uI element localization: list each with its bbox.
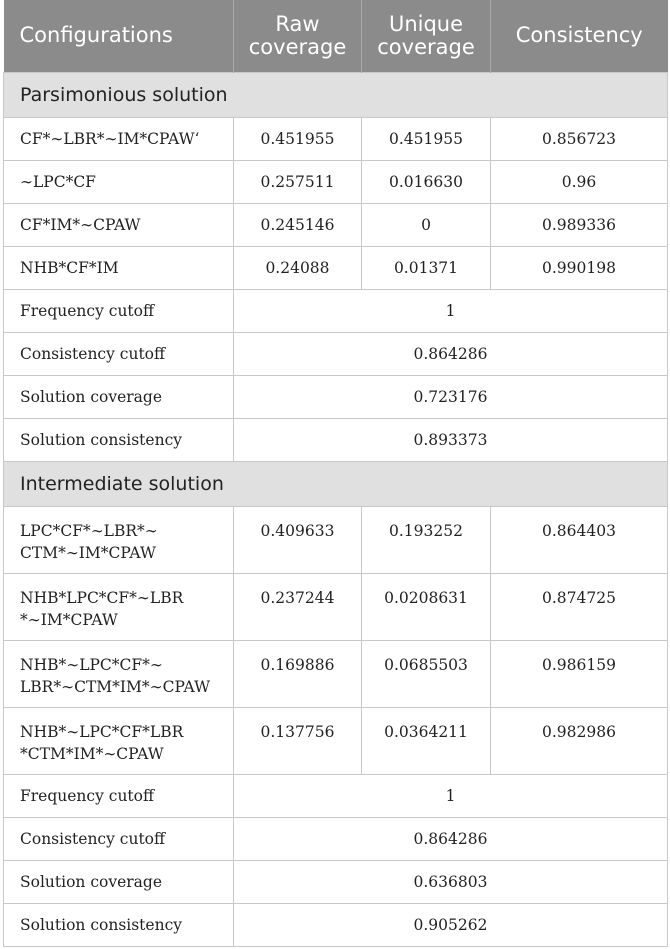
table-row xyxy=(4,506,668,573)
unique-coverage-cell: 0.0685503 xyxy=(362,640,491,707)
raw-coverage-cell: 0.137756 xyxy=(234,707,362,774)
stat-row-consistency-cutoff xyxy=(4,332,668,375)
raw-coverage-cell: 0.245146 xyxy=(234,203,362,246)
config-line: NHB*LPC*CF*∼LBR xyxy=(20,588,184,607)
raw-coverage-cell: 0.257511 xyxy=(234,160,362,203)
stat-value: 0.864286 xyxy=(234,332,668,375)
stat-label: Solution coverage xyxy=(4,375,234,418)
config-cell: ∼LPC*CF xyxy=(4,160,234,203)
config-cell xyxy=(4,506,234,573)
consistency-cell: 0.874725 xyxy=(491,573,668,640)
stat-row-solution-coverage xyxy=(4,375,668,418)
stat-value: 0.864286 xyxy=(234,817,668,860)
stat-value: 1 xyxy=(234,774,668,817)
stat-label: Solution consistency xyxy=(4,903,234,946)
stat-row-frequency-cutoff xyxy=(4,774,668,817)
unique-coverage-cell: 0.0364211 xyxy=(362,707,491,774)
config-cell xyxy=(4,573,234,640)
stat-label: Consistency cutoff xyxy=(4,332,234,375)
stat-value: 0.905262 xyxy=(234,903,668,946)
config-cell: CF*∼LBR*∼IM*CPAW‘ xyxy=(4,117,234,160)
config-line: NHB*∼LPC*CF*∼ xyxy=(20,655,163,674)
consistency-cell: 0.856723 xyxy=(491,117,668,160)
header-consistency: Consistency xyxy=(491,0,668,72)
raw-coverage-cell: 0.451955 xyxy=(234,117,362,160)
section-row-intermediate xyxy=(4,461,668,506)
consistency-cell: 0.990198 xyxy=(491,246,668,289)
table-row xyxy=(4,640,668,707)
raw-coverage-cell: 0.237244 xyxy=(234,573,362,640)
unique-coverage-cell: 0.451955 xyxy=(362,117,491,160)
stat-label: Frequency cutoff xyxy=(4,774,234,817)
stat-row-consistency-cutoff xyxy=(4,817,668,860)
stat-row-frequency-cutoff xyxy=(4,289,668,332)
stat-label: Frequency cutoff xyxy=(4,289,234,332)
header-raw-coverage: Raw coverage xyxy=(234,0,362,72)
config-cell xyxy=(4,640,234,707)
stat-value: 0.893373 xyxy=(234,418,668,461)
table-row xyxy=(4,160,668,203)
config-line: NHB*∼LPC*CF*LBR xyxy=(20,722,184,741)
config-line: LBR*∼CTM*IM*∼CPAW xyxy=(20,677,211,696)
consistency-cell: 0.989336 xyxy=(491,203,668,246)
section-row-parsimonious xyxy=(4,72,668,117)
raw-coverage-cell: 0.24088 xyxy=(234,246,362,289)
stat-label: Consistency cutoff xyxy=(4,817,234,860)
header-unique-coverage: Unique coverage xyxy=(362,0,491,72)
stat-value: 0.636803 xyxy=(234,860,668,903)
unique-coverage-cell: 0.193252 xyxy=(362,506,491,573)
config-line: LPC*CF*∼LBR*∼ xyxy=(20,521,158,540)
section-title: Parsimonious solution xyxy=(4,72,668,117)
unique-coverage-cell: 0 xyxy=(362,203,491,246)
table-row xyxy=(4,117,668,160)
stat-row-solution-consistency xyxy=(4,903,668,946)
config-line: *CTM*IM*∼CPAW xyxy=(20,744,164,763)
unique-coverage-cell: 0.0208631 xyxy=(362,573,491,640)
section-title: Intermediate solution xyxy=(4,461,668,506)
consistency-cell: 0.982986 xyxy=(491,707,668,774)
table-row xyxy=(4,203,668,246)
config-cell: CF*IM*∼CPAW xyxy=(4,203,234,246)
unique-coverage-cell: 0.016630 xyxy=(362,160,491,203)
config-line: CTM*∼IM*CPAW xyxy=(20,543,156,562)
config-cell xyxy=(4,707,234,774)
consistency-cell: 0.864403 xyxy=(491,506,668,573)
header-row xyxy=(4,0,668,72)
consistency-cell: 0.986159 xyxy=(491,640,668,707)
config-cell: NHB*CF*IM xyxy=(4,246,234,289)
stat-label: Solution consistency xyxy=(4,418,234,461)
raw-coverage-cell: 0.409633 xyxy=(234,506,362,573)
header-configurations: Configurations xyxy=(4,0,234,72)
stat-label: Solution coverage xyxy=(4,860,234,903)
stat-value: 0.723176 xyxy=(234,375,668,418)
consistency-cell: 0.96 xyxy=(491,160,668,203)
raw-coverage-cell: 0.169886 xyxy=(234,640,362,707)
stat-value: 1 xyxy=(234,289,668,332)
table-row xyxy=(4,573,668,640)
unique-coverage-cell: 0.01371 xyxy=(362,246,491,289)
results-table xyxy=(3,0,668,947)
table-row xyxy=(4,246,668,289)
stat-row-solution-coverage xyxy=(4,860,668,903)
config-line: *∼IM*CPAW xyxy=(20,610,118,629)
table-row xyxy=(4,707,668,774)
stat-row-solution-consistency xyxy=(4,418,668,461)
